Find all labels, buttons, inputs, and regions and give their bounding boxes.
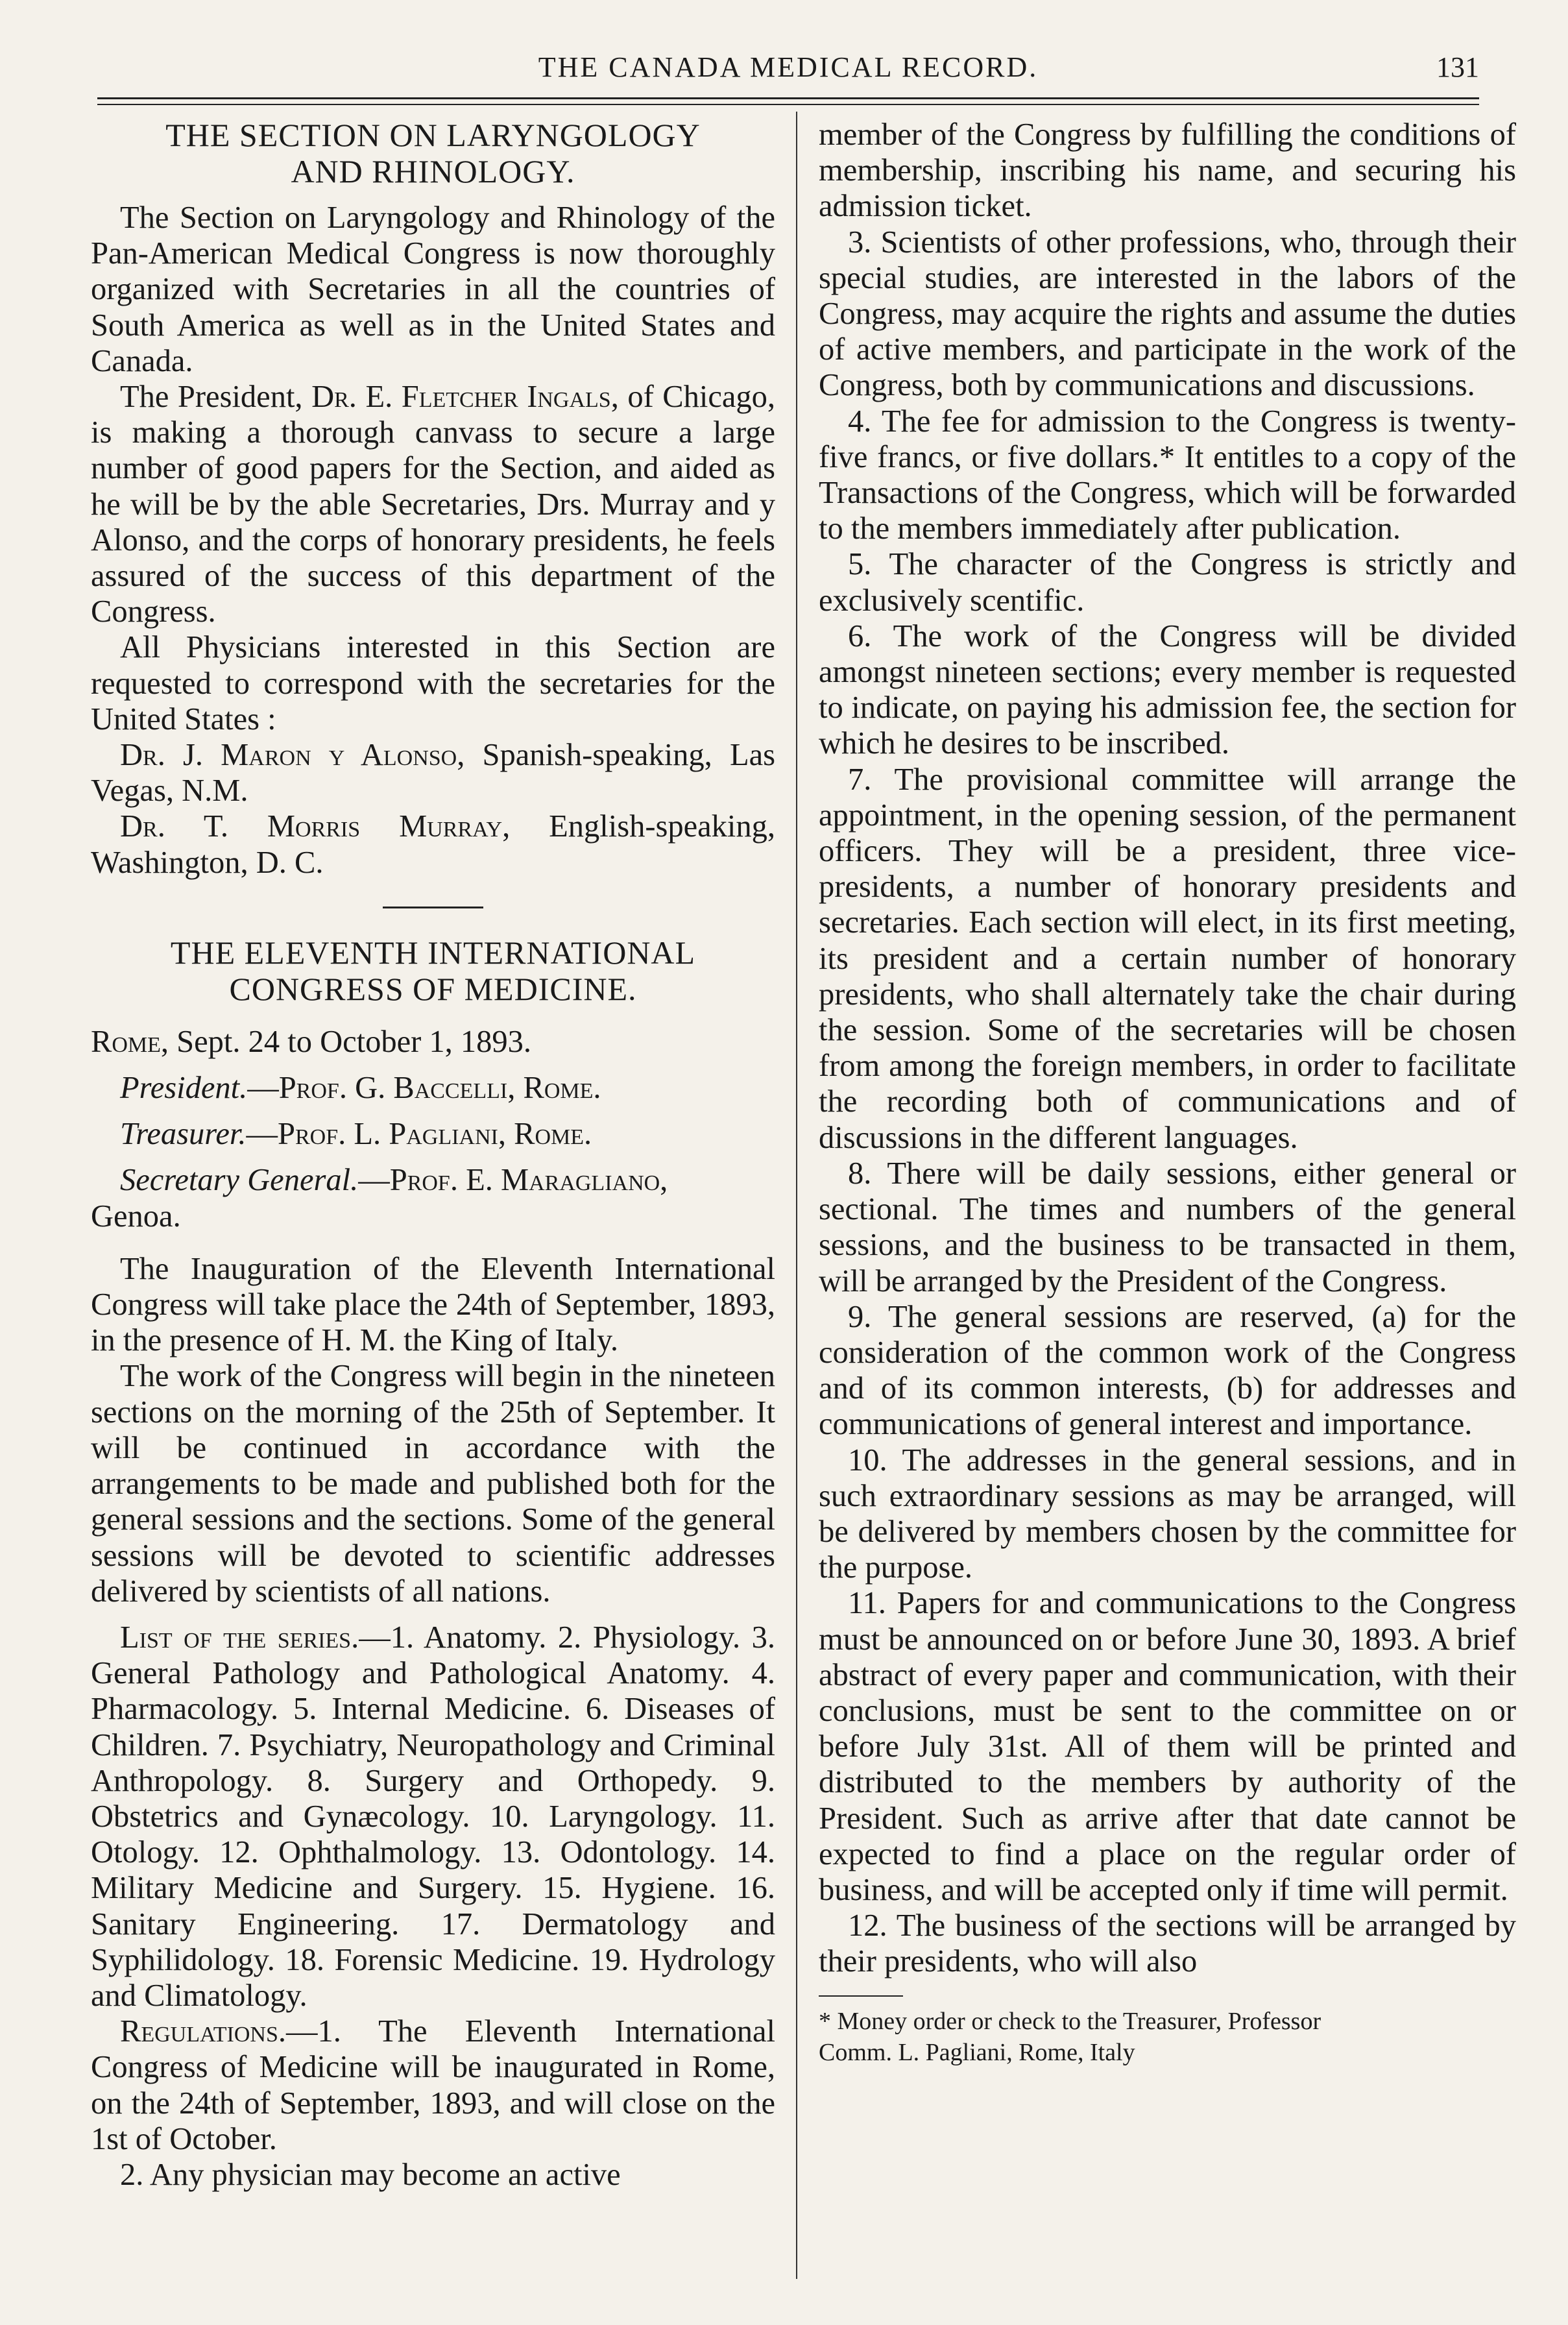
section-divider (383, 907, 483, 908)
paragraph: The Inauguration of the Eleventh International Congress will take place the 24th of September, 1893, in the presence of H. M. the King of Italy. (91, 1251, 775, 1358)
officer-secretary-city: Genoa. (91, 1199, 181, 1234)
regulation-11: 11. Papers for and communications to the Congress must be announced on or before June 30, 1893. A brief abstract of every paper and communication, with their conclusions, must be sent to the committee on or before July 31st. All of them will be printed and distributed to the members by authority of the President. Such as arrive after that date cannot be expected to find a place on the regular order of business, and will be accepted only if time will permit. (819, 1586, 1516, 1907)
paragraph: All Physicians interested in this Section are requested to correspond with the secretaries for the United States : (91, 630, 775, 736)
journal-title: THE CANADA MEDICAL RECORD. (538, 51, 1039, 83)
regulation-6: 6. The work of the Congress will be divided amongst nineteen sections; every member is requested to indicate, on paying his admission fee, the section for which he desires to be inscribed. (819, 618, 1516, 761)
footnote-rule (819, 1995, 903, 1997)
running-header (97, 51, 1479, 96)
officer-secretary: Secretary General.—Prof. E. Maragliano, (120, 1163, 668, 1198)
paragraph: The work of the Congress will begin in the nineteen sections on the morning of the 25th of September. It will be continued in accordance with the arrangements to be made and published both for the general sessions and the sections. Some of the general sessions will be devoted to scientific addresses delivered by scientists of all nations. (91, 1359, 775, 1609)
right-column (819, 117, 1516, 2068)
regulation-7: 7. The provisional committee will arrange the appointment, in the opening session, of the permanent officers. They will be a president, three vice-presidents, a number of honorary presidents and secretaries. Each section will elect, in its first meeting, its president and a certain number of honorary presidents, who shall alternately take the chair during the session. Some of the secretaries will be chosen from among the foreign members, in order to facilitate the recording both of communications and of discussions in the different languages. (819, 762, 1516, 1155)
regulation-9: 9. The general sessions are reserved, (a) for the consideration of the common work of the Congress and of its common interests, (b) for addresses and communications of general interest and importance. (819, 1299, 1516, 1442)
series-list: List of the series.—1. Anatomy. 2. Physiology. 3. General Pathology and Pathological Anatomy. 4. Pharmacology. 5. Internal Medicine. 6. Diseases of Children. 7. Psychiatry, Neuropathology and Criminal Anthropology. 8. Surgery and Orthopedy. 9. Obstetrics and Gynæcology. 10. Laryngology. 11. Otology. 12. Ophthalmology. 13. Odontology. 14. Military Medicine and Surgery. 15. Hygiene. 16. Sanitary Engineering. 17. Dermatology and Syphilidology. 18. Forensic Medicine. 19. Hydrology and Climatology. (91, 1620, 775, 2013)
regulation-12: 12. The business of the sections will be arranged by their presidents, who will also (819, 1908, 1516, 1979)
officer-treasurer: Treasurer.—Prof. L. Pagliani, Rome. (120, 1117, 592, 1152)
regulation-4: 4. The fee for admission to the Congress is twenty-five francs, or five dollars.* It entitles to a copy of the Transactions of the Congress, which will be forwarded to the members immediately after publication. (819, 404, 1516, 546)
footnote: * Money order or check to the Treasurer, Professor Comm. L. Pagliani, Rome, Italy (819, 2007, 1321, 2066)
regulation-3: 3. Scientists of other professions, who, through their special studies, are interested in the labors of the Congress, may acquire the rights and assume the duties of active members, and participate in the work of the Congress, both by communications and discussions. (819, 225, 1516, 403)
secretary-entry: Dr. T. Morris Murray, English-speaking, Washington, D. C. (91, 809, 775, 880)
regulation-2-continued: member of the Congress by fulfilling the conditions of membership, inscribing his name, and securing his admission ticket. (819, 117, 1516, 224)
laryngology-heading: THE SECTION ON LARYNGOLOGY AND RHINOLOGY. (165, 117, 701, 189)
secretary-entry: Dr. J. Maron y Alonso, Spanish-speaking, Las Vegas, N.M. (91, 738, 775, 809)
header-rule-thick (97, 97, 1479, 99)
header-rule-thin (97, 104, 1479, 105)
congress-heading: THE ELEVENTH INTERNATIONAL CONGRESS OF MEDICINE. (170, 934, 696, 1007)
regulation-1: Regulations.—1. The Eleventh International Congress of Medicine will be inaugurated in Rome, on the 24th of September, 1893, and will close on the 1st of October. (91, 2014, 775, 2156)
paragraph: The Section on Laryngology and Rhinology of the Pan-American Medical Congress is now thoroughly organized with Secretaries in all the countries of South America as well as in the United States and Canada. (91, 201, 775, 378)
left-column (91, 117, 775, 2193)
page-number: 131 (1436, 51, 1479, 83)
regulation-2-start: 2. Any physician may become an active (120, 2157, 621, 2192)
regulation-8: 8. There will be daily sessions, either general or sectional. The times and numbers of the general sessions, and the business to be transacted in them, will be arranged by the President of the Congress. (819, 1156, 1516, 1298)
column-divider (796, 112, 797, 2279)
officer-president: President.—Prof. G. Baccelli, Rome. (120, 1071, 601, 1106)
paragraph: The President, Dr. E. Fletcher Ingals, of Chicago, is making a thorough canvass to secure a large number of good papers for the Section, and aided as he will be by the able Secretaries, Drs. Murray and y Alonso, and the corps of honorary presidents, he feels assured of the success of this department of the Congress. (91, 380, 776, 629)
regulation-10: 10. The addresses in the general sessions, and in such extraordinary sessions as may be arranged, will be delivered by members chosen by the committee for the purpose. (819, 1442, 1516, 1585)
regulation-5: 5. The character of the Congress is strictly and exclusively scentific. (819, 547, 1516, 618)
dateline: Rome, Sept. 24 to October 1, 1893. (91, 1024, 532, 1059)
president-name: Dr. E. Fletcher Ingals (311, 380, 611, 415)
